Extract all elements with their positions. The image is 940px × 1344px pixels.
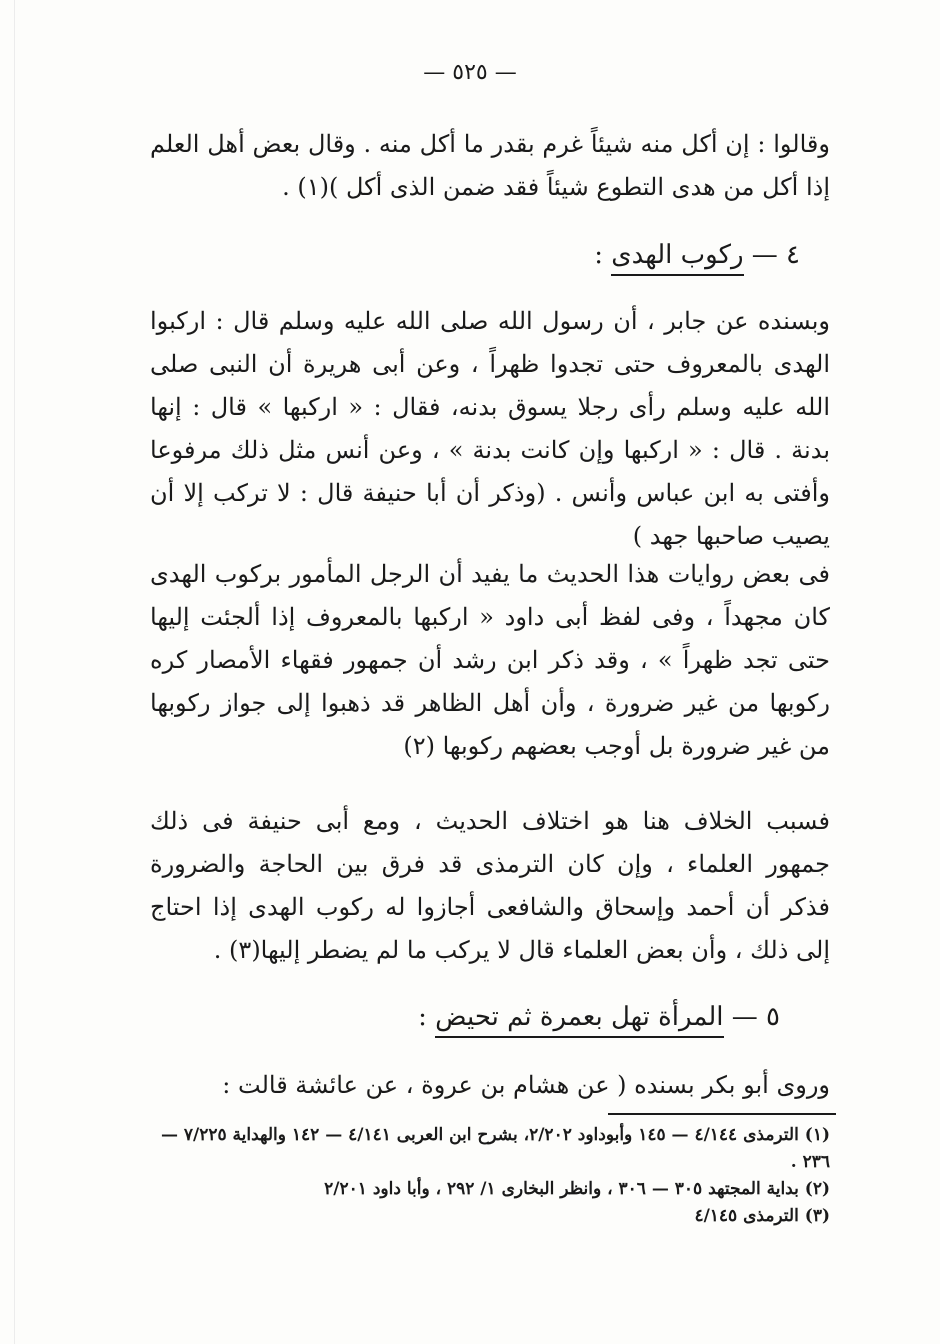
footnote-1: (١) الترمذى ٤/١٤٤ — ١٤٥ وأبوداود ٢/٢٠٢، بشرح ابن العربى ٤/١٤١ — ١٤٢ والهداية ٧/٢٢٥ — ٢٣٦ . <box>160 1125 830 1172</box>
section-5-number: ٥ — <box>731 1002 780 1032</box>
paragraph-4-text: وروى أبو بكر بسنده ( عن هشام بن عروة ، عن عائشة قالت : <box>222 1071 830 1099</box>
paragraph-2 <box>150 553 830 768</box>
page-edge-shadow <box>14 0 15 1344</box>
footnote-separator <box>608 1113 836 1115</box>
paragraph-1-text: وبسنده عن جابر ، أن رسول الله صلى الله عليه وسلم قال : اركبوا الهدى بالمعروف حتى تجدوا ظهراً ، وعن أبى هريرة أن النبى صلى الله عليه وسلم رأى رجلا يسوق بدنه، فقال : « اركبها » قال : إنها بدنة . قال : « اركبها وإن كانت بدنة » ، وعن أنس مثل ذلك مرفوعا وأفتى به ابن عباس وأنس . (وذكر أن أبا حنيفة قال : لا تركب إلا أن يصيب صاحبها جهد ) <box>150 307 830 550</box>
section-5-heading <box>418 1002 780 1032</box>
paragraph-4 <box>150 1064 830 1107</box>
section-4-title: ركوب الهدى <box>611 240 743 276</box>
section-4-heading <box>594 240 800 270</box>
intro-paragraph <box>150 123 830 209</box>
page-number: — ٥٢٥ — <box>423 60 517 85</box>
paragraph-3 <box>150 800 830 972</box>
section-4-number: ٤ — <box>751 240 800 270</box>
section-5-title: المرأة تهل بعمرة ثم تحيض <box>435 1002 723 1038</box>
paragraph-1 <box>150 300 830 558</box>
paragraph-3-text: فسبب الخلاف هنا هو اختلاف الحديث ، ومع أبى حنيفة فى ذلك جمهور العلماء ، وإن كان الترمذى قد فرق بين الحاجة والضرورة فذكر أن أحمد وإسحاق والشافعى أجازوا له ركوب الهدى إذا احتاج إلى ذلك ، وأن بعض العلماء قال لا يركب ما لم يضطر إليها(٣) . <box>150 807 831 964</box>
footnote-3: (٣) الترمذى ٤/١٤٥ <box>694 1206 830 1226</box>
paragraph-2-text: فى بعض روايات هذا الحديث ما يفيد أن الرجل المأمور بركوب الهدى كان مجهداً ، وفى لفظ أبى داود « اركبها بالمعروف إذا ألجئت إليها حتى تجد ظهراً » ، وقد ذكر ابن رشد أن جمهور فقهاء الأمصار كره ركوبها من غير ضرورة ، وأن أهل الظاهر قد ذهبوا إلى جواز ركوبها من غير ضرورة بل أوجب بعضهم ركوبها (٢) <box>150 560 830 760</box>
footnote-2: (٢) بداية المجتهد ٣٠٥ — ٣٠٦ ، وانظر البخارى ١/ ٢٩٢ ، وأبا داود ٢/٢٠١ <box>324 1179 830 1199</box>
section-5-colon: : <box>418 1002 427 1032</box>
footnotes <box>150 1122 830 1230</box>
intro-text: وقالوا : إن أكل منه شيئاً غرم بقدر ما أكل منه . وقال بعض أهل العلم إذا أكل من هدى التطوع شيئاً فقد ضمن الذى أكل )(١) . <box>150 130 830 201</box>
section-4-colon: : <box>594 240 603 270</box>
